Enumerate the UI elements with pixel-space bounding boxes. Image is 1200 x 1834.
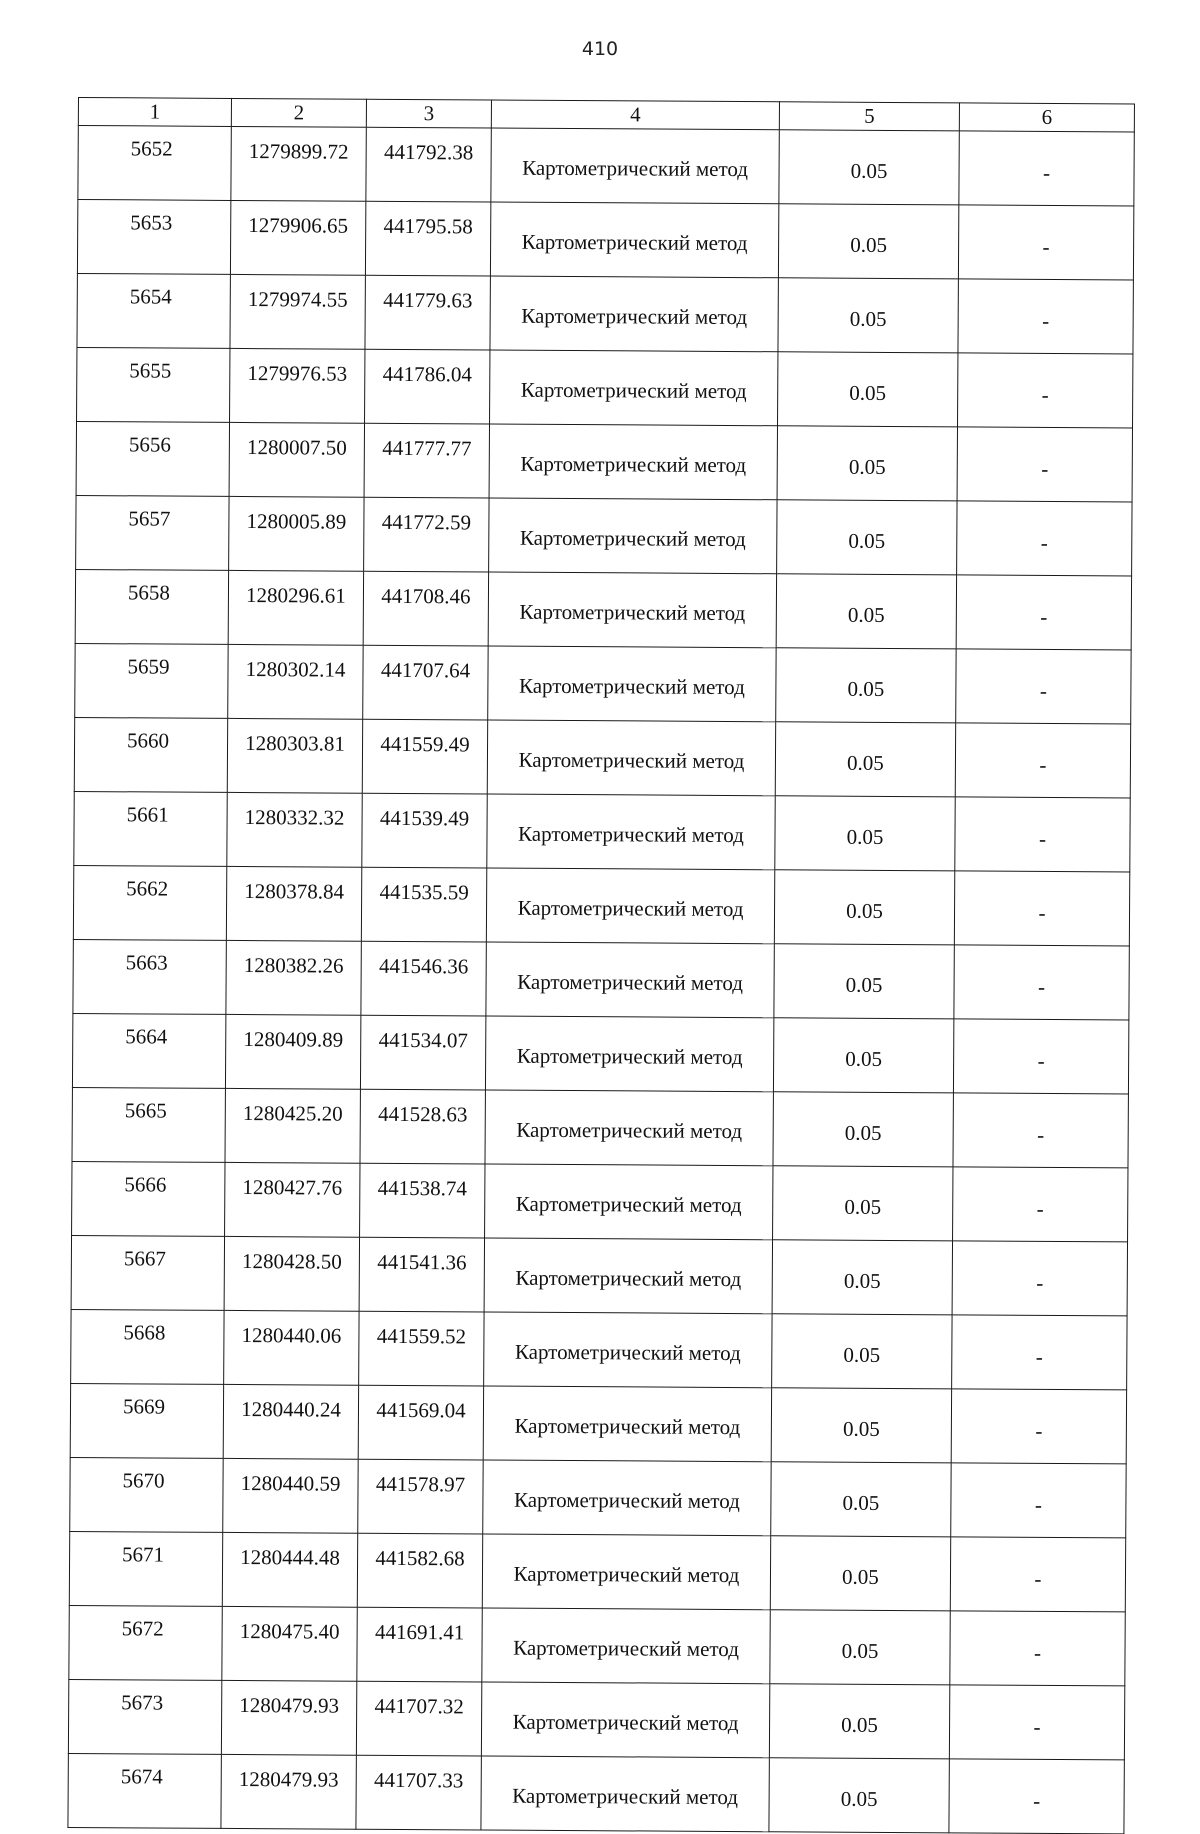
method-cell: Картометрический метод [490, 350, 778, 426]
x-coordinate-cell: 1280409.89 [225, 1014, 360, 1089]
x-coordinate-cell: 1280444.48 [222, 1532, 357, 1607]
table-row [75, 643, 1131, 723]
method-cell: Картометрический метод [490, 202, 778, 278]
point-number-cell: 5657 [76, 495, 229, 570]
table-body [68, 126, 1134, 1834]
y-coordinate-cell: 441691.41 [357, 1607, 482, 1682]
point-number-cell: 5655 [77, 347, 230, 422]
x-coordinate-cell: 1280425.20 [225, 1088, 360, 1163]
x-coordinate-cell: 1280007.50 [229, 422, 364, 497]
table-row [73, 939, 1129, 1019]
x-coordinate-cell: 1280428.50 [224, 1236, 359, 1311]
header-cell-3: 3 [366, 99, 491, 128]
y-coordinate-cell: 441569.04 [358, 1385, 483, 1460]
y-coordinate-cell: 441541.36 [359, 1237, 484, 1312]
point-number-cell: 5664 [72, 1013, 225, 1088]
method-cell: Картометрический метод [489, 424, 777, 500]
x-coordinate-cell: 1280332.32 [227, 792, 362, 867]
table-row [69, 1605, 1125, 1685]
point-number-cell: 5653 [77, 200, 230, 275]
method-cell: Картометрический метод [491, 128, 779, 204]
error-cell: 0.05 [776, 574, 956, 649]
x-coordinate-cell: 1280440.59 [223, 1458, 358, 1533]
method-cell: Картометрический метод [486, 942, 774, 1018]
method-cell: Картометрический метод [484, 1238, 772, 1314]
note-cell: - [952, 1315, 1127, 1390]
note-cell: - [958, 353, 1133, 428]
x-coordinate-cell: 1279906.65 [230, 200, 365, 275]
x-coordinate-cell: 1280302.14 [228, 644, 363, 719]
point-number-cell: 5658 [75, 569, 228, 644]
error-cell: 0.05 [774, 870, 954, 945]
point-number-cell: 5674 [68, 1753, 221, 1828]
error-cell: 0.05 [774, 944, 954, 1019]
x-coordinate-cell: 1279974.55 [230, 274, 365, 349]
point-number-cell: 5673 [68, 1679, 221, 1754]
y-coordinate-cell: 441528.63 [360, 1089, 485, 1164]
method-cell: Картометрический метод [481, 1756, 769, 1832]
table-row [77, 200, 1133, 280]
error-cell: 0.05 [770, 1610, 950, 1685]
note-cell: - [950, 1611, 1125, 1686]
x-coordinate-cell: 1280479.93 [221, 1754, 356, 1829]
x-coordinate-cell: 1280440.24 [223, 1384, 358, 1459]
note-cell: - [949, 1759, 1124, 1834]
coordinates-table [67, 97, 1135, 1834]
x-coordinate-cell: 1280479.93 [221, 1680, 356, 1755]
error-cell: 0.05 [772, 1314, 952, 1389]
error-cell: 0.05 [773, 1018, 953, 1093]
error-cell: 0.05 [777, 426, 957, 501]
method-cell: Картометрический метод [487, 794, 775, 870]
x-coordinate-cell: 1280382.26 [226, 940, 361, 1015]
method-cell: Картометрический метод [483, 1386, 771, 1462]
error-cell: 0.05 [778, 352, 958, 427]
y-coordinate-cell: 441777.77 [364, 423, 489, 498]
table-row [71, 1309, 1127, 1389]
error-cell: 0.05 [773, 1092, 953, 1167]
point-number-cell: 5668 [71, 1309, 224, 1384]
x-coordinate-cell: 1280440.06 [224, 1310, 359, 1385]
table-row [70, 1457, 1126, 1537]
x-coordinate-cell: 1280005.89 [229, 496, 364, 571]
note-cell: - [953, 1093, 1128, 1168]
note-cell: - [958, 205, 1133, 280]
point-number-cell: 5672 [69, 1605, 222, 1680]
y-coordinate-cell: 441786.04 [365, 349, 490, 424]
note-cell: - [959, 131, 1134, 206]
method-cell: Картометрический метод [486, 868, 774, 944]
error-cell: 0.05 [769, 1684, 949, 1759]
point-number-cell: 5652 [78, 126, 231, 201]
note-cell: - [951, 1463, 1126, 1538]
method-cell: Картометрический метод [488, 572, 776, 648]
y-coordinate-cell: 441779.63 [365, 275, 490, 350]
table-row [72, 1013, 1128, 1093]
table-row [74, 717, 1130, 797]
point-number-cell: 5662 [73, 865, 226, 940]
point-number-cell: 5659 [75, 643, 228, 718]
y-coordinate-cell: 441546.36 [361, 941, 486, 1016]
y-coordinate-cell: 441707.32 [356, 1681, 481, 1756]
note-cell: - [954, 945, 1129, 1020]
error-cell: 0.05 [770, 1536, 950, 1611]
method-cell: Картометрический метод [485, 1090, 773, 1166]
table-row [69, 1531, 1125, 1611]
error-cell: 0.05 [779, 130, 959, 205]
point-number-cell: 5665 [72, 1087, 225, 1162]
table-row [76, 421, 1132, 501]
error-cell: 0.05 [771, 1388, 951, 1463]
y-coordinate-cell: 441582.68 [357, 1533, 482, 1608]
note-cell: - [953, 1167, 1128, 1242]
point-number-cell: 5661 [74, 791, 227, 866]
x-coordinate-cell: 1280296.61 [228, 570, 363, 645]
header-cell-2: 2 [231, 98, 366, 127]
note-cell: - [957, 501, 1132, 576]
table-row [68, 1753, 1124, 1833]
y-coordinate-cell: 441708.46 [363, 571, 488, 646]
method-cell: Картометрический метод [489, 498, 777, 574]
error-cell: 0.05 [778, 278, 958, 353]
x-coordinate-cell: 1280303.81 [227, 718, 362, 793]
x-coordinate-cell: 1280475.40 [222, 1606, 357, 1681]
page-number: 410 [581, 38, 619, 60]
y-coordinate-cell: 441535.59 [361, 867, 486, 942]
error-cell: 0.05 [776, 648, 956, 723]
note-cell: - [951, 1389, 1126, 1464]
note-cell: - [956, 649, 1131, 724]
table-row [77, 347, 1133, 427]
point-number-cell: 5667 [71, 1235, 224, 1310]
table-row [78, 126, 1134, 206]
error-cell: 0.05 [775, 796, 955, 871]
error-cell: 0.05 [773, 1166, 953, 1241]
x-coordinate-cell: 1279899.72 [231, 126, 366, 201]
method-cell: Картометрический метод [482, 1608, 770, 1684]
point-number-cell: 5663 [73, 939, 226, 1014]
method-cell: Картометрический метод [490, 276, 778, 352]
note-cell: - [949, 1685, 1124, 1760]
method-cell: Картометрический метод [487, 720, 775, 796]
table-row [76, 495, 1132, 575]
point-number-cell: 5660 [74, 717, 227, 792]
point-number-cell: 5671 [69, 1531, 222, 1606]
point-number-cell: 5666 [72, 1161, 225, 1236]
y-coordinate-cell: 441707.33 [356, 1755, 481, 1830]
y-coordinate-cell: 441559.52 [359, 1311, 484, 1386]
table-row [75, 569, 1131, 649]
x-coordinate-cell: 1280427.76 [225, 1162, 360, 1237]
y-coordinate-cell: 441559.49 [362, 719, 487, 794]
y-coordinate-cell: 441534.07 [360, 1015, 485, 1090]
table-row [74, 791, 1130, 871]
y-coordinate-cell: 441538.74 [360, 1163, 485, 1238]
error-cell: 0.05 [772, 1240, 952, 1315]
method-cell: Картометрический метод [488, 646, 776, 722]
error-cell: 0.05 [778, 204, 958, 279]
method-cell: Картометрический метод [481, 1682, 769, 1758]
point-number-cell: 5670 [70, 1457, 223, 1532]
note-cell: - [955, 797, 1130, 872]
method-cell: Картометрический метод [485, 1164, 773, 1240]
note-cell: - [956, 575, 1131, 650]
table-row [68, 1679, 1124, 1759]
header-cell-4: 4 [491, 100, 779, 130]
table-row [73, 865, 1129, 945]
point-number-cell: 5669 [70, 1383, 223, 1458]
method-cell: Картометрический метод [484, 1312, 772, 1388]
x-coordinate-cell: 1279976.53 [230, 348, 365, 423]
note-cell: - [952, 1241, 1127, 1316]
method-cell: Картометрический метод [483, 1460, 771, 1536]
y-coordinate-cell: 441795.58 [365, 201, 490, 276]
table-row [72, 1161, 1128, 1241]
note-cell: - [957, 427, 1132, 502]
table-row [77, 273, 1133, 353]
note-cell: - [958, 279, 1133, 354]
table-row [72, 1087, 1128, 1167]
x-coordinate-cell: 1280378.84 [226, 866, 361, 941]
table-row [71, 1235, 1127, 1315]
y-coordinate-cell: 441772.59 [364, 497, 489, 572]
y-coordinate-cell: 441707.64 [363, 645, 488, 720]
header-cell-1: 1 [78, 98, 231, 127]
point-number-cell: 5654 [77, 273, 230, 348]
error-cell: 0.05 [769, 1758, 949, 1833]
error-cell: 0.05 [771, 1462, 951, 1537]
y-coordinate-cell: 441792.38 [366, 127, 491, 202]
error-cell: 0.05 [775, 722, 955, 797]
note-cell: - [954, 871, 1129, 946]
header-cell-6: 6 [959, 103, 1134, 132]
note-cell: - [955, 723, 1130, 798]
method-cell: Картометрический метод [482, 1534, 770, 1610]
table-row [70, 1383, 1126, 1463]
method-cell: Картометрический метод [485, 1016, 773, 1092]
header-cell-5: 5 [779, 102, 959, 131]
y-coordinate-cell: 441578.97 [358, 1459, 483, 1534]
point-number-cell: 5656 [76, 421, 229, 496]
y-coordinate-cell: 441539.49 [362, 793, 487, 868]
note-cell: - [950, 1537, 1125, 1612]
note-cell: - [953, 1019, 1128, 1094]
error-cell: 0.05 [777, 500, 957, 575]
